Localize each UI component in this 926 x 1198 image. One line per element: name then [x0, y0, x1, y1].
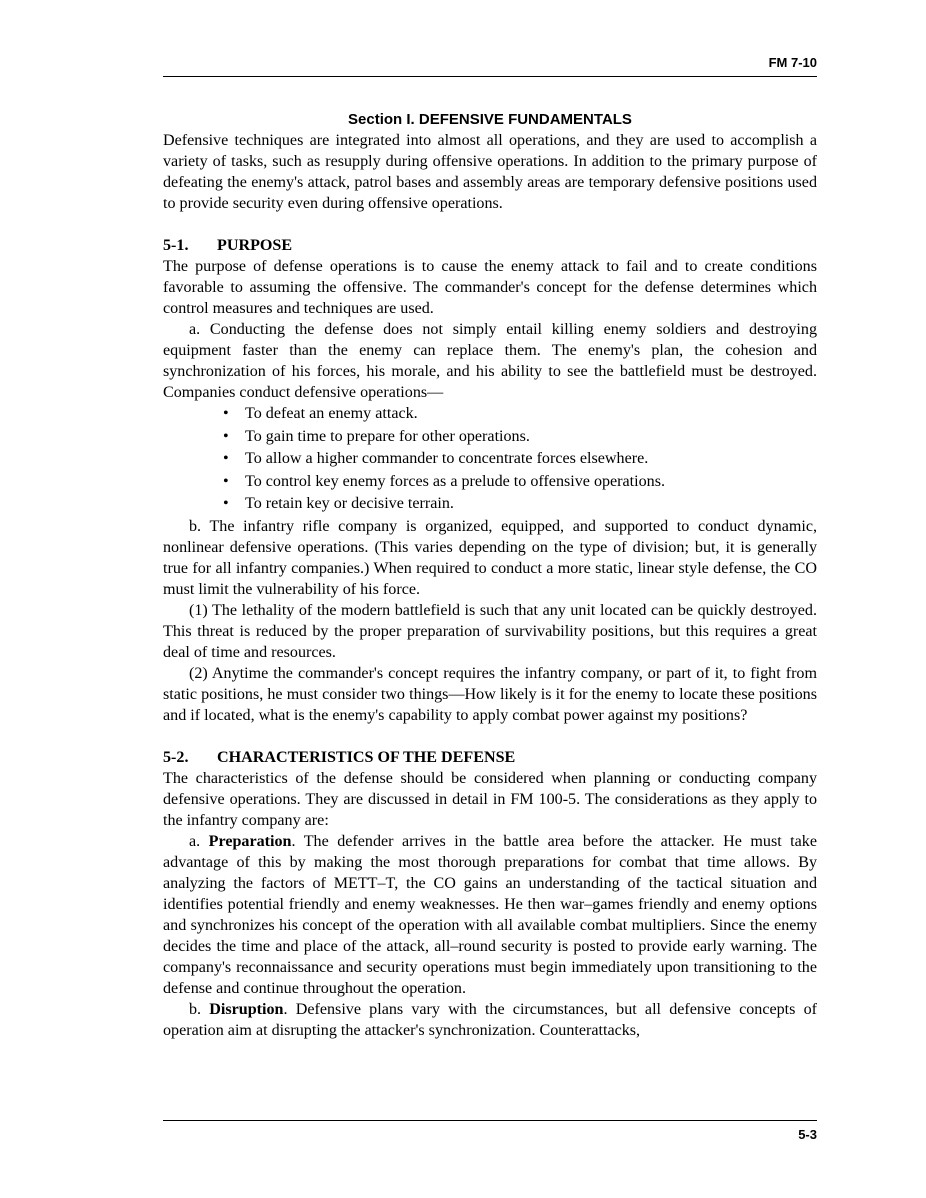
heading-5-2-number: 5-2. [163, 748, 189, 766]
paragraph-5-1-b-2: (2) Anytime the commander's concept requires the infantry company, or part of it, to fight from static positions, he must consider two things—How likely is it for the enemy to locate these positions and if located, what is the enemy's capability to apply combat power against my positions? [163, 664, 817, 724]
intro-paragraph: Defensive techniques are integrated into almost all operations, and they are used to accomplish a variety of tasks, such as resupply during offensive operations. In addition to the primary purpose of defeating the enemy's attack, patrol bases and assembly areas are temporary defensive positions used to provide security even during offensive operations. [163, 132, 817, 212]
operations-bullet-list [163, 403, 817, 516]
term-preparation: Preparation [208, 832, 292, 850]
list-item: • To allow a higher commander to concentrate forces elsewhere. [221, 448, 817, 471]
section-title: Section I. DEFENSIVE FUNDAMENTALS [348, 111, 632, 128]
heading-5-2 [163, 747, 817, 768]
list-item: • To control key enemy forces as a prelude to offensive operations. [221, 471, 817, 494]
header-rule [163, 76, 817, 77]
heading-5-1-number: 5-1. [163, 237, 189, 254]
bullet-icon: • [223, 472, 229, 490]
paragraph-5-1-b: b. The infantry rifle company is organized, equipped, and supported to conduct dynamic, nonlinear defensive operations. (This varies depending on the type of division; but, it is generally true for all infantry companies.) When required to conduct a more static, linear style defense, the CO must limit the vulnerability of his force. [163, 517, 817, 598]
paragraph-5-2: The characteristics of the defense should be considered when planning or conducting company defensive operations. They are discussed in detail in FM 100-5. The considerations as they apply to the infantry company are: [163, 769, 817, 829]
paragraph-5-1-b-1: (1) The lethality of the modern battlefield is such that any unit located can be quickly destroyed. This threat is reduced by the proper preparation of survivability positions, but this requires a great deal of time and resources. [163, 601, 817, 661]
bullet-icon: • [223, 427, 229, 445]
paragraph-5-2-b: b. Disruption. Defensive plans vary with the circumstances, but all defensive concepts of operation aim at disrupting the attacker's synchronization. Counterattacks, [163, 1000, 817, 1039]
paragraph-5-1-a: a. Conducting the defense does not simply entail killing enemy soldiers and destroying equipment faster than the enemy can replace them. The enemy's plan, the cohesion and synchronization of his forces, his morale, and his ability to see the battlefield must be destroyed. Companies conduct defensive operations— [163, 321, 817, 401]
list-item: • To retain key or decisive terrain. [221, 493, 817, 516]
paragraph-5-1: The purpose of defense operations is to cause the enemy attack to fail and to create conditions favorable to assuming the offensive. The commander's concept for the defense determines which control measures and techniques are used. [163, 258, 817, 317]
list-item: • To defeat an enemy attack. [221, 403, 817, 426]
heading-5-1 [163, 235, 817, 256]
footer-rule [163, 1120, 817, 1121]
page-number: 5-3 [798, 1127, 817, 1142]
list-item: • To gain time to prepare for other operations. [221, 426, 817, 449]
bullet-icon: • [223, 450, 229, 467]
running-header-doc-id: FM 7-10 [768, 55, 817, 70]
paragraph-5-2-a: a. Preparation. The defender arrives in the battle area before the attacker. He must take advantage of this by making the most thorough preparations for combat that time allows. By analyzing the factors of METT–T, the CO gains an understanding of the tactical situation and identifies potential friendly and enemy weaknesses. He then war–games friendly and enemy options and synchronizes his concept of the operation with all available combat multipliers. Since the enemy decides the time and place of the attack, all–round security is posted to provide early warning. The company's reconnaissance and security operations must begin immediately upon transitioning to the defense and continue throughout the operation. [163, 832, 817, 997]
bullet-icon: • [223, 495, 229, 512]
heading-5-2-title: CHARACTERISTICS OF THE DEFENSE [217, 748, 516, 766]
bullet-icon: • [223, 405, 229, 422]
page-body [163, 109, 817, 1041]
heading-5-1-title: PURPOSE [217, 237, 293, 254]
term-disruption: Disruption [209, 1000, 284, 1018]
